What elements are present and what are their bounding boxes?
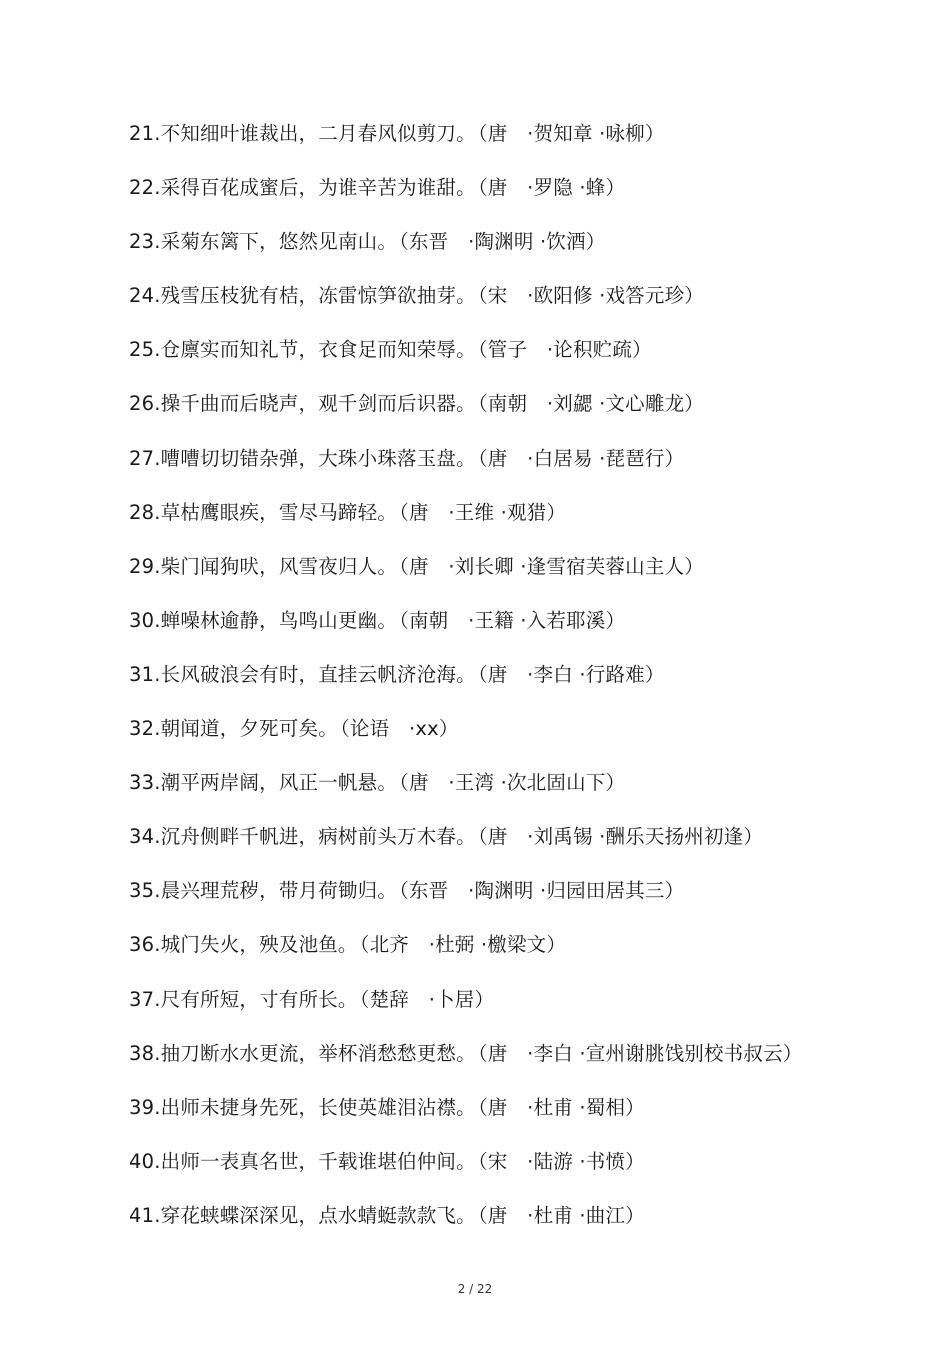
page-number: 2 / 22: [457, 1282, 493, 1296]
quote-line: [129, 172, 919, 226]
quote-line: [129, 767, 919, 821]
quote-text: 残雪压枝犹有桔，冻雷惊笋欲抽芽。: [160, 284, 476, 308]
quote-source: （唐 ·罗隐 ·蜂）: [477, 176, 626, 200]
quote-line: [129, 334, 919, 388]
quote-line: [129, 443, 919, 497]
quote-text: 长风破浪会有时，直挂云帆济沧海。: [160, 662, 476, 686]
quote-number: 21.: [129, 122, 161, 145]
quote-line: [129, 497, 919, 551]
quote-number: 40.: [129, 1149, 161, 1173]
quote-number: 35.: [129, 879, 161, 903]
quote-number: 22.: [129, 176, 161, 200]
quote-line: [129, 1146, 919, 1200]
quote-text: 穿花蛱蝶深深见，点水蜻蜓款款飞。: [160, 1203, 476, 1227]
quote-line: [129, 118, 919, 172]
quote-source: （东晋 ·陶渊明 ·饮酒）: [399, 230, 606, 254]
quote-line: [129, 929, 919, 983]
quote-number: 31.: [129, 662, 161, 686]
quote-line: [129, 605, 919, 659]
quote-source: （南朝 ·刘勰 ·文心雕龙）: [477, 392, 704, 416]
quote-line: [129, 1092, 919, 1146]
quote-source: （唐 ·白居易 ·琵琶行）: [477, 446, 685, 470]
quote-number: 36.: [129, 933, 161, 957]
quote-text: 出师一表真名世，千载谁堪伯仲间。: [160, 1149, 476, 1173]
quote-line: [129, 280, 919, 334]
quote-source: （北齐 ·杜弼 ·檄梁文）: [359, 933, 567, 957]
quote-source: （唐 ·王湾 ·次北固山下）: [399, 771, 626, 795]
quote-text: 采得百花成蜜后，为谁辛苦为谁甜。: [160, 176, 476, 200]
quote-source: （管子 ·论积贮疏）: [477, 338, 652, 362]
quote-source: （楚辞 ·卜居）: [359, 987, 495, 1011]
quote-text: 尺有所短，寸有所长。: [160, 987, 358, 1011]
quote-text: 不知细叶谁裁出，二月春风似剪刀。: [160, 122, 476, 145]
quote-source: （唐 ·贺知章 ·咏柳）: [477, 122, 665, 145]
quote-source: （唐 ·李白 ·宣州谢朓饯别校书叔云）: [477, 1041, 803, 1065]
quote-line: [129, 875, 919, 929]
quote-number: 27.: [129, 446, 161, 470]
quote-text: 潮平两岸阔，风正一帆悬。: [160, 771, 398, 795]
quote-line: [129, 388, 919, 442]
quote-text: 仓廪实而知礼节，衣食足而知荣辱。: [160, 338, 476, 362]
quote-text: 柴门闻狗吠，风雪夜归人。: [160, 554, 398, 578]
quote-number: 26.: [129, 392, 161, 416]
quote-source: （唐 ·李白 ·行路难）: [477, 662, 665, 686]
quote-line: [129, 551, 919, 605]
quote-source: （宋 ·陆游 ·书愤）: [477, 1149, 645, 1173]
quote-source: （论语 ·xx）: [339, 717, 459, 741]
quote-number: 37.: [129, 987, 161, 1011]
quote-source: （唐 ·杜甫 ·曲江）: [477, 1203, 645, 1227]
quote-list: [129, 118, 919, 1254]
quote-number: 38.: [129, 1041, 161, 1065]
quote-line: [129, 821, 919, 875]
quote-number: 28.: [129, 500, 161, 524]
quote-line: [129, 1038, 919, 1092]
quote-number: 41.: [129, 1203, 161, 1227]
quote-text: 沉舟侧畔千帆进，病树前头万木春。: [160, 825, 476, 849]
quote-source: （宋 ·欧阳修 ·戏答元珍）: [477, 284, 704, 308]
quote-source: （东晋 ·陶渊明 ·归园田居其三）: [399, 879, 685, 903]
quote-text: 抽刀断水水更流，举杯消愁愁更愁。: [160, 1041, 476, 1065]
quote-number: 25.: [129, 338, 161, 362]
quote-text: 草枯鹰眼疾，雪尽马蹄轻。: [160, 500, 398, 524]
quote-number: 34.: [129, 825, 161, 849]
quote-number: 24.: [129, 284, 161, 308]
quote-text: 朝闻道，夕死可矣。: [160, 717, 338, 741]
quote-source: （南朝 ·王籍 ·入若耶溪）: [399, 608, 626, 632]
quote-text: 采菊东篱下，悠然见南山。: [160, 230, 398, 254]
quote-number: 29.: [129, 554, 161, 578]
quote-text: 操千曲而后晓声，观千剑而后识器。: [160, 392, 476, 416]
quote-number: 23.: [129, 230, 161, 254]
quote-number: 33.: [129, 771, 161, 795]
quote-text: 晨兴理荒秽，带月荷锄归。: [160, 879, 398, 903]
quote-text: 城门失火，殃及池鱼。: [160, 933, 358, 957]
quote-text: 出师未捷身先死，长使英雄泪沾襟。: [160, 1095, 476, 1119]
quote-number: 32.: [129, 717, 161, 741]
quote-number: 39.: [129, 1095, 161, 1119]
quote-source: （唐 ·刘长卿 ·逢雪宿芙蓉山主人）: [399, 554, 704, 578]
quote-source: （唐 ·刘禹锡 ·酬乐天扬州初逢）: [477, 825, 764, 849]
quote-line: [129, 226, 919, 280]
quote-source: （唐 ·王维 ·观猎）: [399, 500, 567, 524]
quote-line: [129, 1200, 919, 1254]
quote-number: 30.: [129, 608, 161, 632]
quote-text: 嘈嘈切切错杂弹，大珠小珠落玉盘。: [160, 446, 476, 470]
quote-line: [129, 713, 919, 767]
quote-source: （唐 ·杜甫 ·蜀相）: [477, 1095, 645, 1119]
quote-line: [129, 984, 919, 1038]
quote-text: 蝉噪林逾静，鸟鸣山更幽。: [160, 608, 398, 632]
quote-line: [129, 659, 919, 713]
